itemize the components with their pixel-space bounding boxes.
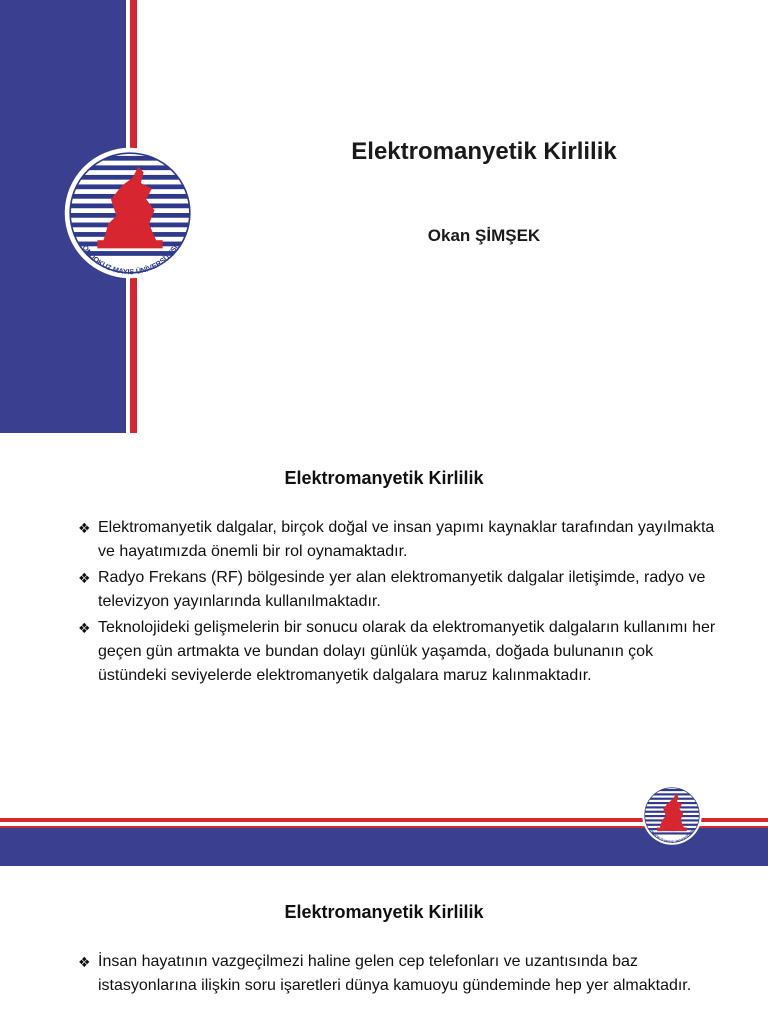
bullet-list (78, 516, 718, 690)
slide-title: Elektromanyetik Kirlilik (284, 902, 484, 922)
university-seal-icon (641, 784, 703, 846)
diamond-bullet-icon: ❖ (78, 620, 91, 636)
diamond-bullet-icon: ❖ (78, 570, 91, 586)
bullet-text: İnsan hayatının vazgeçilmezi haline gelen cep telefonları ve uzantısında baz istasyonlarına ilişkin soru işaretleri dünya kamuoyu gündeminde hep yer almaktadır. (98, 953, 692, 994)
bullet-text: Elektromanyetik dalgalar, birçok doğal ve insan yapımı kaynaklar tarafından yayılmakta ve hayatımızda önemli bir rol oynamaktadır. (98, 519, 715, 560)
author-name: Okan ŞİMŞEK (427, 226, 541, 245)
content-slide-2 (0, 880, 768, 1024)
seal-text: ONDOKUZ MAYIS ÜNİVERSİTESİ (649, 828, 695, 844)
bullet-text: Radyo Frekans (RF) bölgesinde yer alan elektromanyetik dalgalar iletişimde, radyo ve televizyon yayınlarında kullanılmaktadır. (98, 569, 706, 610)
content-slide-1 (0, 446, 768, 866)
university-seal-icon (62, 145, 198, 281)
bullet-list (78, 950, 718, 1000)
list-item (78, 566, 718, 614)
list-item (78, 616, 718, 688)
list-item (78, 950, 718, 998)
seal-text: ONDOKUZ MAYIS ÜNİVERSİTESİ (80, 243, 180, 277)
list-item (78, 516, 718, 564)
title-slide (0, 0, 768, 433)
bullet-text: Teknolojideki gelişmelerin bir sonucu olarak da elektromanyetik dalgaların kullanımı her geçen gün artmakta ve bundan dolayı günlük yaşamda, doğada bulunanın çok üstündeki seviyelerde elektromanyetik dalgalara maruz kalınmaktadır. (98, 619, 716, 684)
presentation-title: Elektromanyetik Kirlilik (351, 138, 617, 165)
diamond-bullet-icon: ❖ (78, 520, 91, 536)
diamond-bullet-icon: ❖ (78, 954, 91, 970)
slide-title: Elektromanyetik Kirlilik (284, 468, 484, 488)
